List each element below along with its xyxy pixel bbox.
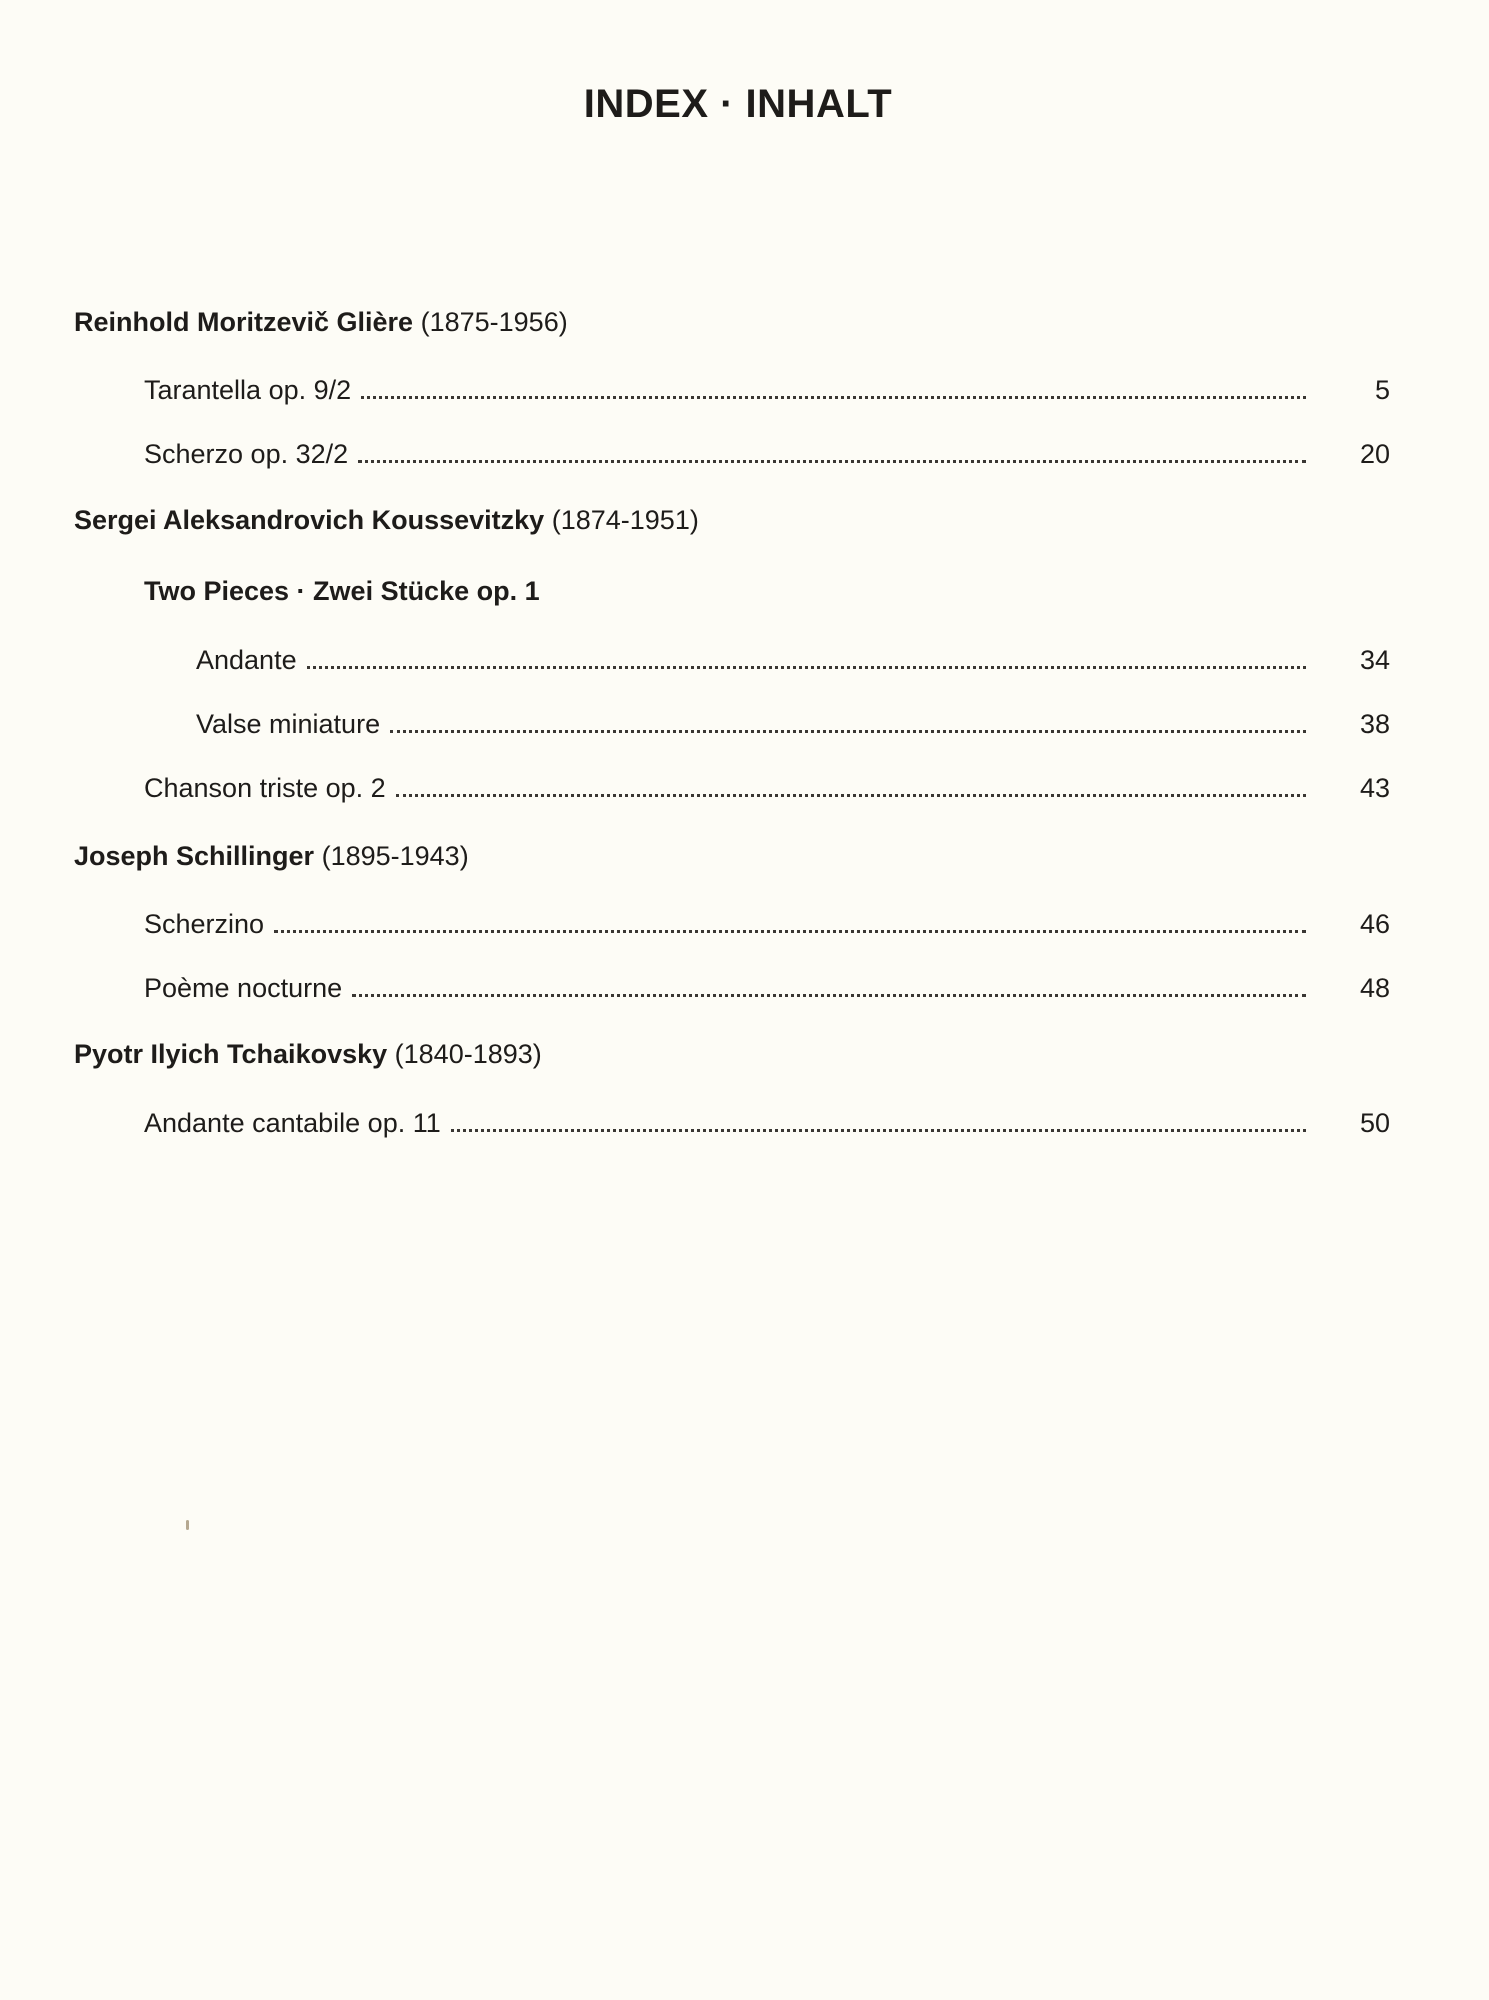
entry-title: Scherzino — [144, 909, 265, 939]
entry-title: Scherzo op. 32/2 — [144, 439, 349, 469]
dot-leader — [307, 666, 1306, 669]
toc-entry-poeme-nocturne[interactable] — [0, 968, 1390, 1004]
entry-page-number: 50 — [1359, 1108, 1390, 1138]
entry-page-number: 34 — [1359, 645, 1390, 675]
composer-dates: (1840-1893) — [394, 1039, 542, 1069]
entry-page-number: 5 — [1374, 375, 1390, 405]
dot-leader — [451, 1129, 1306, 1132]
entry-title: Tarantella op. 9/2 — [144, 375, 352, 405]
entry-title: Valse miniature — [196, 709, 381, 739]
toc-entry-andante-cantabile[interactable] — [0, 1103, 1390, 1139]
entry-page-number: 38 — [1359, 709, 1390, 739]
entry-page-number: 43 — [1359, 773, 1390, 803]
dot-leader — [358, 460, 1306, 463]
toc-entry-valse-miniature[interactable] — [0, 704, 1390, 740]
composer-dates: (1874-1951) — [551, 505, 699, 535]
page-title: INDEX · INHALT — [583, 82, 893, 126]
dot-leader — [396, 794, 1306, 797]
dot-leader — [361, 396, 1306, 399]
entry-page-number: 20 — [1359, 439, 1390, 469]
subgroup-heading-two-pieces: Two Pieces · Zwei Stücke op. 1 — [144, 576, 540, 606]
composer-heading-koussevitzky — [74, 505, 699, 536]
dot-leader — [390, 730, 1306, 733]
toc-entry-scherzino[interactable] — [0, 904, 1390, 940]
entry-page-number: 48 — [1359, 973, 1390, 1003]
composer-name: Reinhold Moritzevič Glière — [74, 307, 414, 337]
composer-name: Sergei Aleksandrovich Koussevitzky — [74, 505, 545, 535]
composer-heading-tchaikovsky — [74, 1039, 542, 1070]
toc-entry-andante[interactable] — [0, 640, 1390, 676]
dot-leader — [274, 930, 1306, 933]
entry-title: Poème nocturne — [144, 973, 343, 1003]
entry-title: Andante cantabile op. 11 — [144, 1108, 441, 1138]
composer-dates: (1895-1943) — [321, 841, 469, 871]
entry-title: Andante — [196, 645, 297, 675]
composer-name: Joseph Schillinger — [74, 841, 315, 871]
composer-dates: (1875-1956) — [420, 307, 568, 337]
composer-name: Pyotr Ilyich Tchaikovsky — [74, 1039, 388, 1069]
dot-leader — [352, 994, 1306, 997]
entry-page-number: 46 — [1359, 909, 1390, 939]
composer-heading-schillinger — [74, 841, 469, 872]
toc-entry-chanson-triste[interactable] — [0, 768, 1390, 804]
toc-entry-scherzo[interactable] — [0, 434, 1390, 470]
entry-title: Chanson triste op. 2 — [144, 773, 386, 803]
paper-speck — [186, 1520, 189, 1530]
composer-heading-gliere — [74, 307, 568, 338]
toc-entry-tarantella[interactable] — [0, 370, 1390, 406]
